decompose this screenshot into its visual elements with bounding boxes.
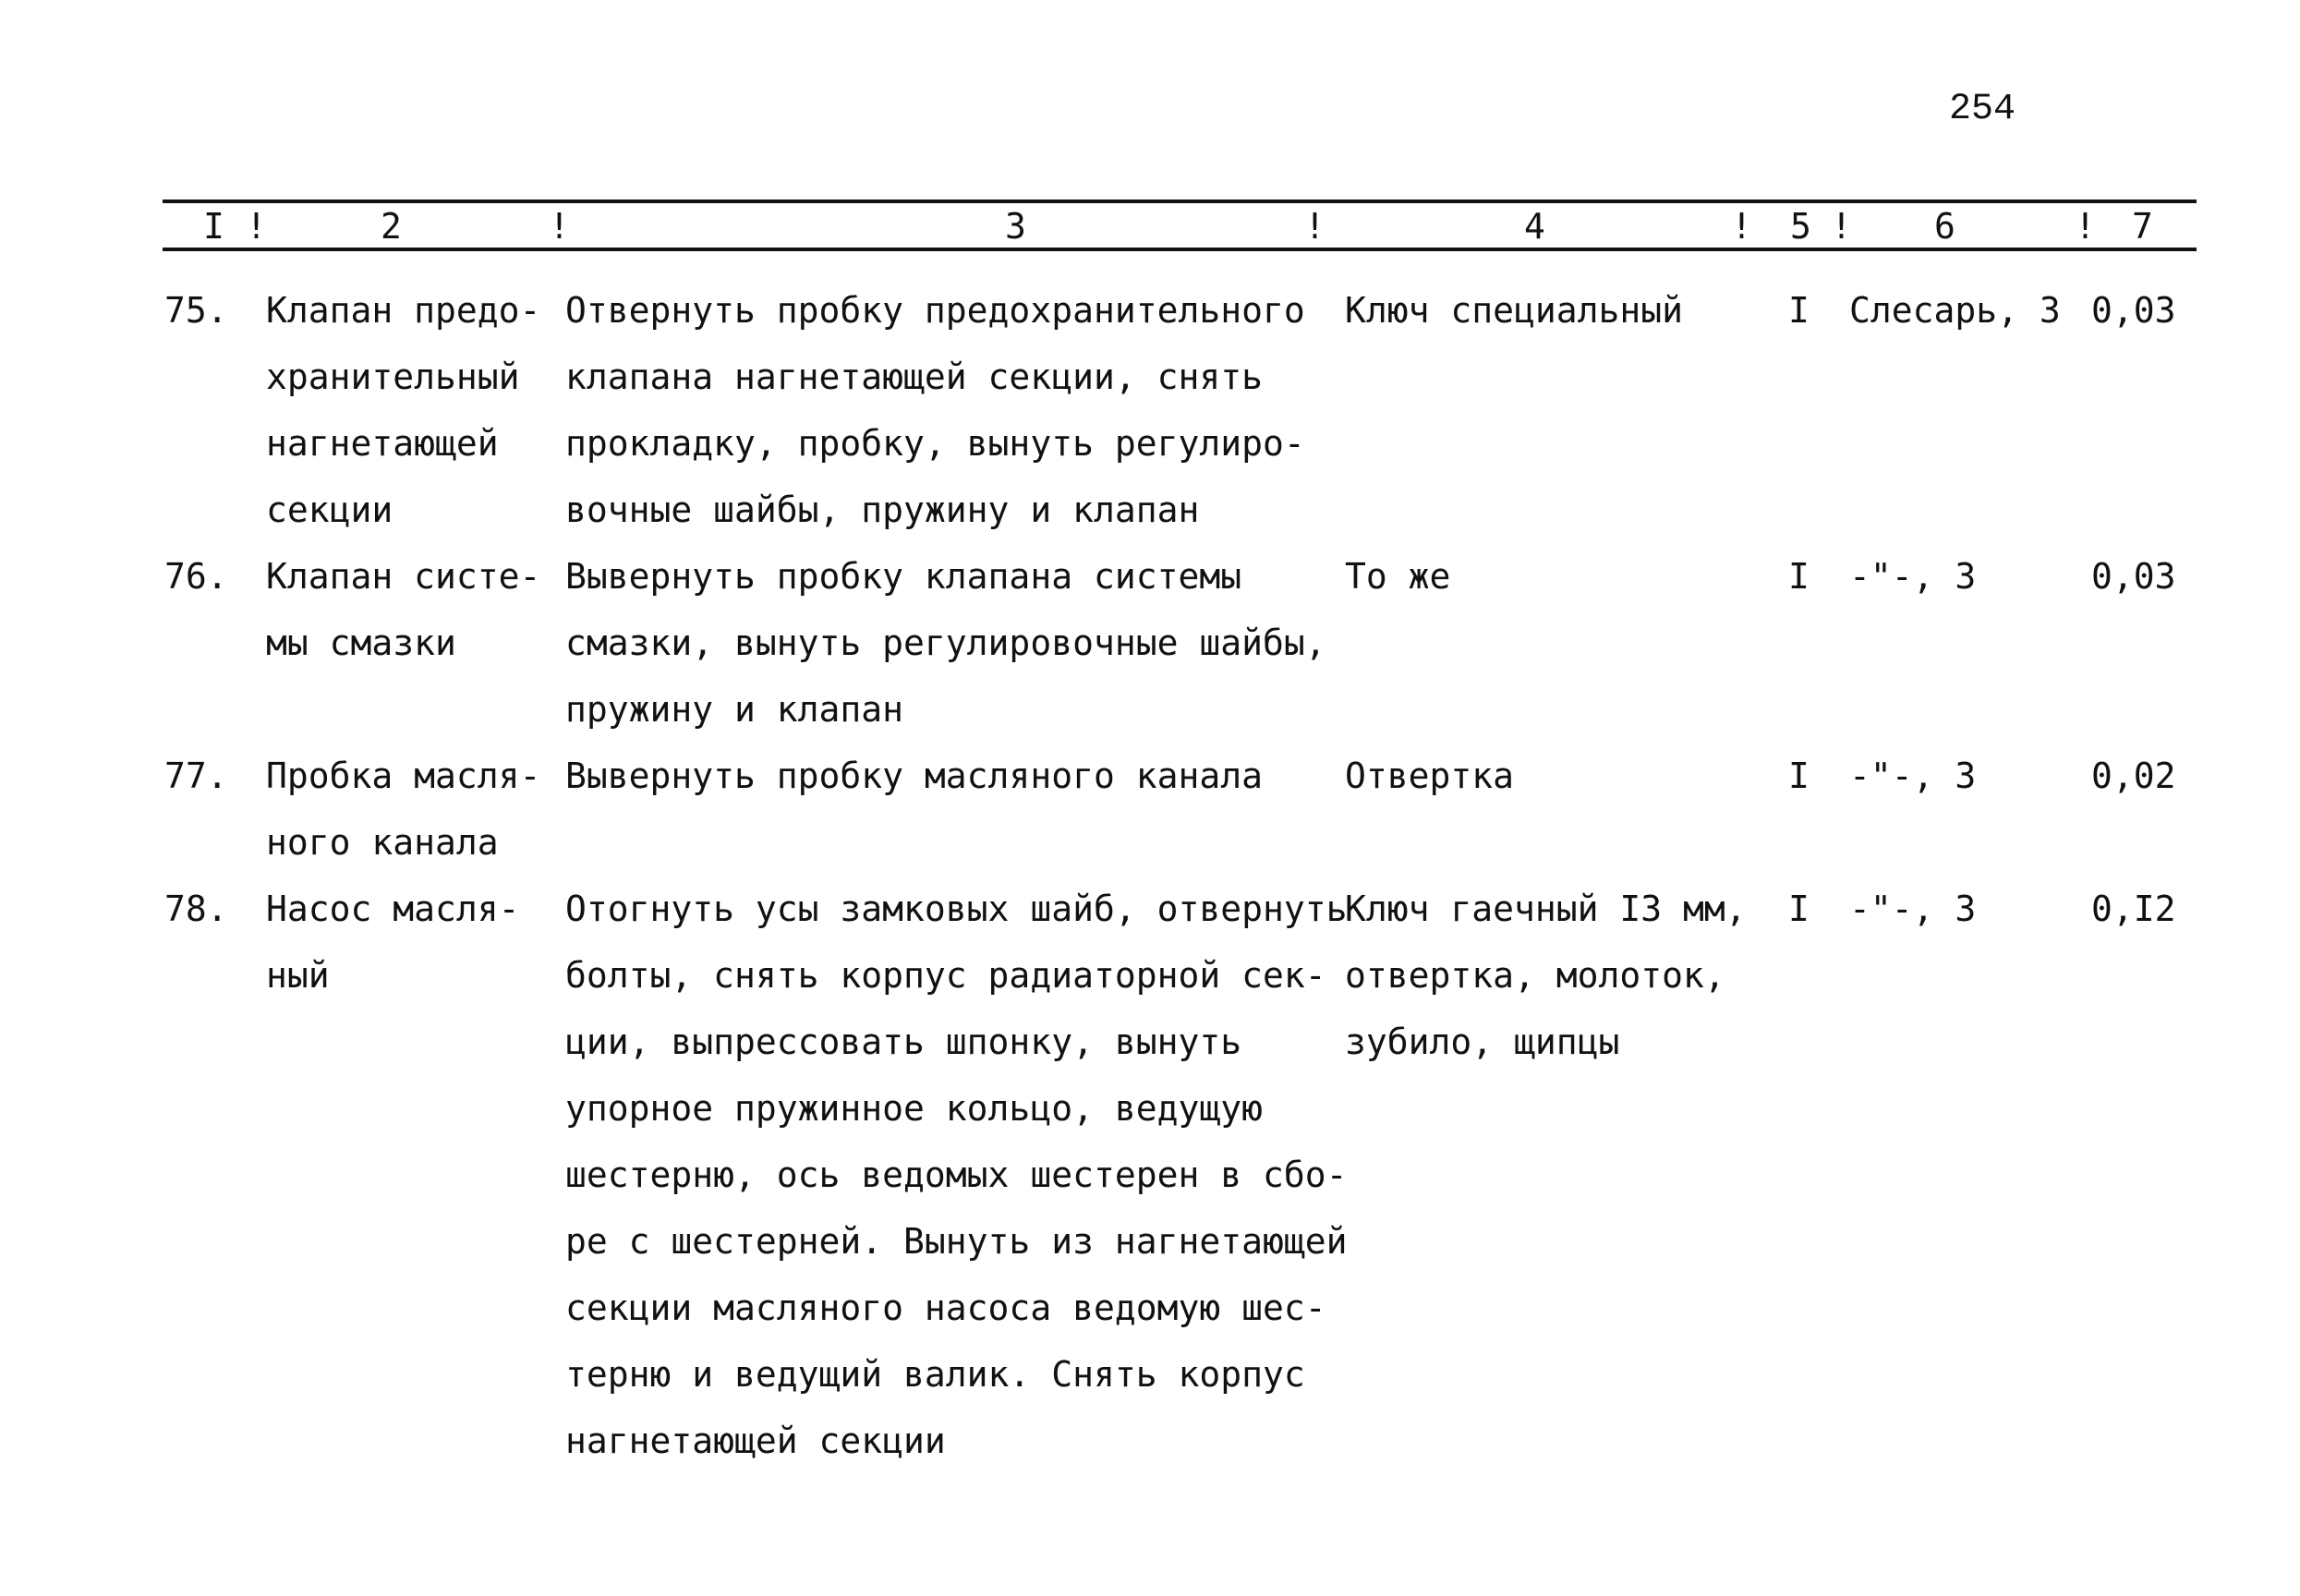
operation-description: Отогнуть усы замковых шайб, отвернуть болты, снять корпус радиаторной сек- ции, выпрессовать шпонку, вынуть упорное пружинное кольцо, ведущую шестерню, ось ведомых шестерен в сбо- ре с шестерней. Вынуть из нагнетающей секции масляного насоса ведомую шес- терню и ведущий валик. Снять корпус нагнетающей секции [565, 889, 1348, 1461]
worker-grade: Слесарь, 3 [1849, 290, 2061, 331]
time-norm: 0,03 [2091, 556, 2176, 597]
header-col-7: 7 [2132, 206, 2153, 247]
header-separator: ! [1731, 206, 1752, 247]
header-col-1: I [203, 206, 224, 247]
worker-grade: -"-, 3 [1849, 889, 1977, 929]
header-separator: ! [1831, 206, 1852, 247]
tool-name: Отвертка [1345, 756, 1515, 796]
time-norm: 0,02 [2091, 756, 2176, 796]
row-number: 77. [164, 756, 228, 796]
part-name: Насос масля- ный [266, 889, 520, 996]
header-col-5: 5 [1790, 206, 1811, 247]
table-header [163, 205, 2197, 248]
header-separator: ! [549, 206, 570, 247]
time-norm: 0,03 [2091, 290, 2176, 331]
operation-description: Вывернуть пробку клапана системы смазки, вынуть регулировочные шайбы, пружину и клапан [565, 556, 1326, 730]
row-number: 76. [164, 556, 228, 597]
header-col-3: 3 [1005, 206, 1026, 247]
worker-grade: -"-, 3 [1849, 556, 1977, 597]
worker-grade: -"-, 3 [1849, 756, 1977, 796]
row-number: 78. [164, 889, 228, 929]
row-number: 75. [164, 290, 228, 331]
worker-count: I [1788, 889, 1810, 929]
part-name: Клапан предо- хранительный нагнетающей секции [266, 290, 541, 530]
worker-count: I [1788, 290, 1810, 331]
header-separator: ! [1304, 206, 1326, 247]
part-name: Клапан систе- мы смазки [266, 556, 541, 663]
table-header-rule [163, 248, 2197, 251]
worker-count: I [1788, 556, 1810, 597]
page-number: 254 [1949, 89, 2016, 130]
header-col-2: 2 [381, 206, 402, 247]
header-separator: ! [246, 206, 267, 247]
operation-description: Отвернуть пробку предохранительного клапана нагнетающей секции, снять прокладку, пробку, вынуть регулиро- вочные шайбы, пружину и клапан [565, 290, 1305, 530]
part-name: Пробка масля- ного канала [266, 756, 541, 863]
table-top-rule [163, 200, 2197, 203]
header-col-6: 6 [1934, 206, 1955, 247]
tool-name: То же [1345, 556, 1451, 597]
tool-name: Ключ гаечный I3 мм, отвертка, молоток, зубило, щипцы [1345, 889, 1747, 1062]
operation-description: Вывернуть пробку масляного канала [565, 756, 1263, 796]
time-norm: 0,I2 [2091, 889, 2176, 929]
tool-name: Ключ специальный [1345, 290, 1684, 331]
header-col-4: 4 [1524, 206, 1545, 247]
header-separator: ! [2075, 206, 2096, 247]
worker-count: I [1788, 756, 1810, 796]
